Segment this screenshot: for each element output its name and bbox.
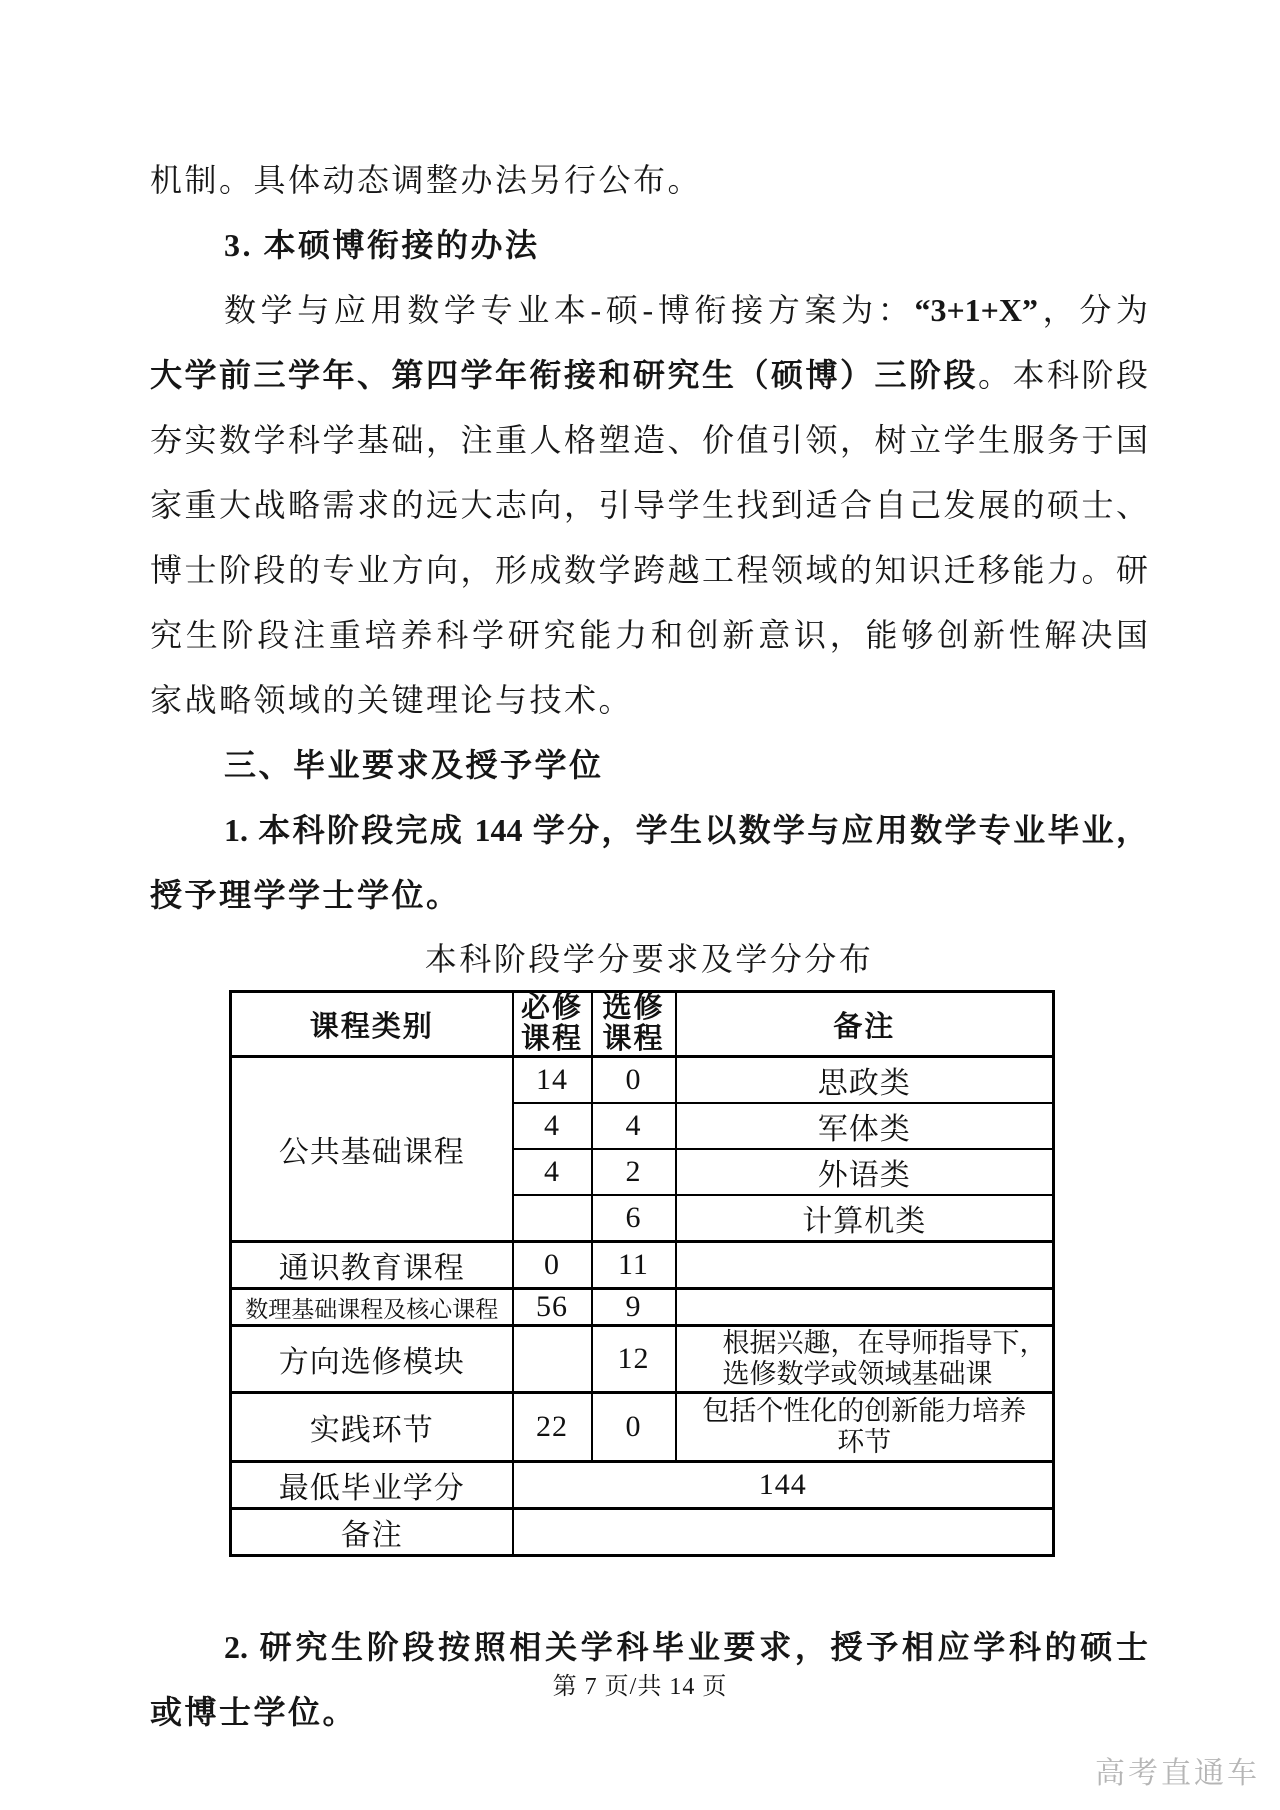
paragraph-line — [150, 408, 1148, 473]
elective-cell: 6 — [592, 1195, 676, 1242]
text-segment: 必修 — [520, 992, 583, 1024]
text-segment: 夯实数学科学基础，注重人格塑造、价值引领，树立学生服务于国 — [150, 422, 1148, 458]
remark-cell — [676, 1393, 1054, 1462]
text-segment: 课程 — [520, 1023, 583, 1055]
category-cell: 数理基础课程及核心课程 — [231, 1289, 513, 1326]
paragraph-line — [150, 538, 1148, 603]
section-heading-3 — [150, 213, 1148, 278]
watermark: 高考直通车 — [1095, 1757, 1260, 1790]
text-segment-bold: 1. 本科阶段完成 144 学分，学生以数学与应用数学专业毕业， — [224, 812, 1148, 848]
paragraph-line — [150, 148, 1148, 213]
header-elective-cell — [592, 992, 676, 1057]
document-body — [150, 148, 1148, 1745]
table-header-row — [231, 992, 1054, 1057]
paragraph-line — [150, 668, 1148, 733]
text-segment-bold: 大学前三学年、第四学年衔接和研究生（硕博）三阶段 — [150, 357, 978, 393]
category-cell: 方向选修模块 — [231, 1326, 513, 1393]
required-cell: 22 — [513, 1393, 592, 1462]
elective-cell: 4 — [592, 1103, 676, 1149]
text-segment: 本科阶段学分要求及学分分布 — [424, 941, 874, 977]
header-category-cell: 课程类别 — [231, 992, 513, 1057]
required-cell: 0 — [513, 1242, 592, 1289]
paragraph-line — [150, 473, 1148, 538]
row-table-remark — [231, 1509, 1054, 1556]
paragraph-line — [150, 798, 1148, 863]
required-cell — [513, 1195, 592, 1242]
text-segment: 选修数学或领域基础课 — [722, 1359, 993, 1389]
required-cell: 4 — [513, 1149, 592, 1195]
text-segment: 家重大战略需求的远大志向，引导学生找到适合自己发展的硕士、 — [150, 487, 1148, 523]
paragraph-line — [150, 343, 1148, 408]
text-segment: 选修 — [602, 992, 665, 1024]
page-number: 第 7 页/共 14 页 — [552, 1674, 728, 1700]
row-elective-module — [231, 1326, 1054, 1393]
minimum-credits-value-cell: 144 — [513, 1462, 1054, 1509]
table-remark-value-cell — [513, 1509, 1054, 1556]
text-segment: 包括个性化的创新能力培养 — [702, 1396, 1027, 1426]
text-segment-bold: 授予理学学士学位。 — [150, 877, 461, 913]
remark-cell: 计算机类 — [676, 1195, 1054, 1242]
text-segment: 课程 — [602, 1023, 665, 1055]
elective-cell: 11 — [592, 1242, 676, 1289]
required-cell: 14 — [513, 1057, 592, 1104]
category-cell: 实践环节 — [231, 1393, 513, 1462]
text-segment-bold: “3+1+X” — [914, 292, 1039, 328]
paragraph-line — [150, 863, 1148, 928]
row-public-basic-ideology — [231, 1057, 1054, 1104]
remark-cell — [676, 1326, 1054, 1393]
row-practice — [231, 1393, 1054, 1462]
remark-cell — [676, 1242, 1054, 1289]
category-cell: 最低毕业学分 — [231, 1462, 513, 1509]
text-segment: 三、毕业要求及授予学位 — [224, 747, 604, 783]
header-required-cell — [513, 992, 592, 1057]
text-segment-bold: 2. 研究生阶段按照相关学科毕业要求，授予相应学科的硕士 — [224, 1629, 1148, 1665]
text-segment: 机制。具体动态调整办法另行公布。 — [150, 162, 703, 198]
category-cell: 通识教育课程 — [231, 1242, 513, 1289]
category-cell: 备注 — [231, 1509, 513, 1556]
text-segment: 博士阶段的专业方向，形成数学跨越工程领域的知识迁移能力。研 — [150, 552, 1148, 588]
elective-cell: 9 — [592, 1289, 676, 1326]
text-segment: 环节 — [837, 1427, 892, 1457]
category-public-basic-cell: 公共基础课程 — [231, 1057, 513, 1242]
elective-cell: 2 — [592, 1149, 676, 1195]
text-segment: 究生阶段注重培养科学研究能力和创新意识，能够创新性解决国 — [150, 617, 1148, 653]
required-cell — [513, 1326, 592, 1393]
text-segment: 。本科阶段 — [977, 357, 1148, 393]
remark-cell — [676, 1289, 1054, 1326]
section-heading-graduation — [150, 733, 1148, 798]
text-segment-bold: 或博士学位。 — [150, 1694, 358, 1730]
row-general-education — [231, 1242, 1054, 1289]
header-remark-cell: 备注 — [676, 992, 1054, 1057]
elective-cell: 12 — [592, 1326, 676, 1393]
table-caption — [150, 928, 1148, 990]
remark-cell: 外语类 — [676, 1149, 1054, 1195]
text-segment: ，分为 — [1038, 292, 1148, 328]
row-minimum-credits — [231, 1462, 1054, 1509]
required-cell: 56 — [513, 1289, 592, 1326]
elective-cell: 0 — [592, 1393, 676, 1462]
row-math-core-courses — [231, 1289, 1054, 1326]
paragraph-line — [150, 603, 1148, 668]
paragraph-line — [150, 278, 1148, 343]
elective-cell: 0 — [592, 1057, 676, 1104]
text-segment: 3. 本硕博衔接的办法 — [224, 227, 540, 263]
text-segment: 家战略领域的关键理论与技术。 — [150, 682, 634, 718]
remark-cell: 思政类 — [676, 1057, 1054, 1104]
text-segment: 根据兴趣，在导师指导下， — [722, 1328, 1047, 1358]
required-cell: 4 — [513, 1103, 592, 1149]
remark-cell: 军体类 — [676, 1103, 1054, 1149]
credits-table — [229, 990, 1055, 1557]
text-segment: 数学与应用数学专业本-硕-博衔接方案为： — [224, 292, 915, 328]
